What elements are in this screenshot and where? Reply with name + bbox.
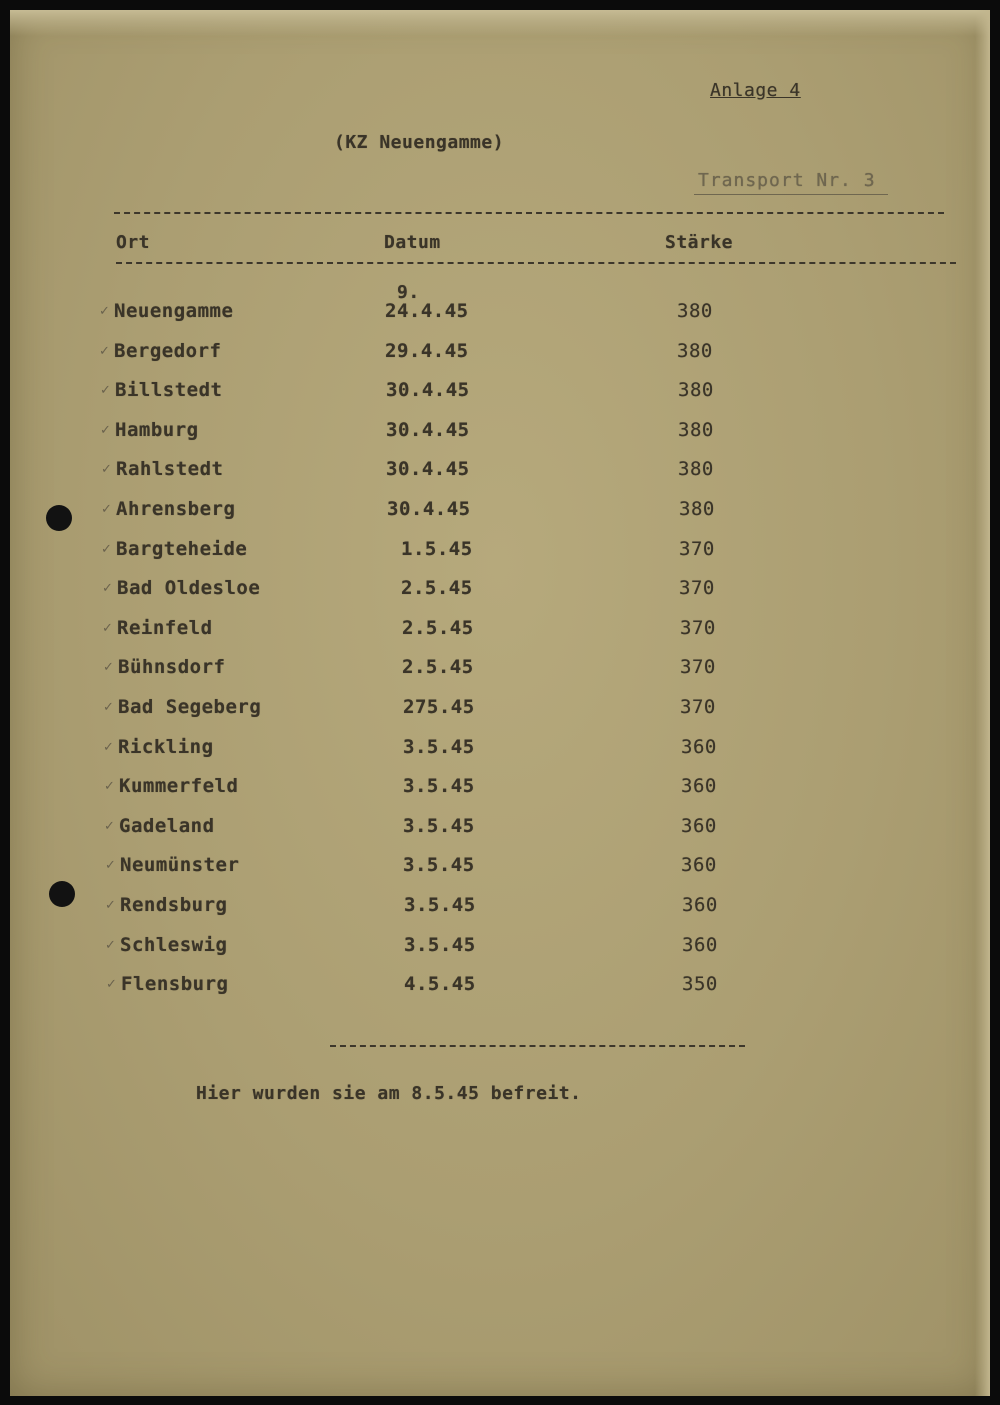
row-date: 3.5.45 — [403, 736, 475, 758]
row-strength: 360 — [682, 894, 718, 916]
row-check-mark: ✓ — [102, 621, 113, 636]
row-date: 29.4.45 — [385, 340, 469, 362]
row-date: 275.45 — [403, 696, 475, 718]
row-check-mark: ✓ — [105, 858, 116, 873]
punch-hole-top — [46, 505, 72, 531]
row-date: 2.5.45 — [402, 656, 474, 678]
row-strength: 370 — [680, 696, 716, 718]
row-place: Gadeland — [119, 815, 215, 837]
row-place: Rendsburg — [120, 894, 228, 916]
row-check-mark: ✓ — [103, 740, 114, 755]
row-date: 30.4.45 — [386, 379, 470, 401]
row-strength: 380 — [677, 340, 713, 362]
row-check-mark: ✓ — [103, 700, 114, 715]
row-strength: 360 — [681, 775, 717, 797]
row-date: 2.5.45 — [401, 577, 473, 599]
column-header-place: Ort — [116, 232, 151, 253]
column-header-date: Datum — [384, 232, 441, 253]
closing-rule — [330, 1045, 745, 1047]
row-check-mark: ✓ — [101, 502, 112, 517]
row-check-mark: ✓ — [105, 938, 116, 953]
row-place: Flensburg — [121, 973, 229, 995]
punch-hole-bottom — [49, 881, 75, 907]
row-strength: 380 — [678, 419, 714, 441]
row-place: Bergedorf — [114, 340, 222, 362]
row-place: Bargteheide — [116, 538, 248, 560]
paper-edge-top — [10, 10, 990, 36]
row-strength: 380 — [677, 300, 713, 322]
column-header-strength: Stärke — [665, 232, 734, 253]
row-strength: 360 — [681, 854, 717, 876]
row-strength: 350 — [682, 973, 718, 995]
row-strength: 360 — [682, 934, 718, 956]
transport-underline — [694, 194, 888, 195]
row-date: 3.5.45 — [403, 854, 475, 876]
document-subtitle: (KZ Neuengamme) — [334, 132, 505, 153]
row-check-mark: ✓ — [104, 819, 115, 834]
row-check-mark: ✓ — [100, 383, 111, 398]
row-check-mark: ✓ — [105, 898, 116, 913]
row-strength: 370 — [680, 656, 716, 678]
row-place: Rahlstedt — [116, 458, 224, 480]
row-date: 2.5.45 — [402, 617, 474, 639]
row-strength: 380 — [679, 498, 715, 520]
row-date: 24.4.45 — [385, 300, 469, 322]
row-place: Bad Oldesloe — [117, 577, 261, 599]
transport-label: Transport Nr. 3 — [698, 170, 876, 191]
row-check-mark: ✓ — [103, 660, 114, 675]
row-strength: 360 — [681, 815, 717, 837]
row-date: 3.5.45 — [403, 815, 475, 837]
row-check-mark: ✓ — [99, 344, 110, 359]
row-place: Kummerfeld — [119, 775, 239, 797]
row-check-mark: ✓ — [106, 977, 117, 992]
date-correction-note: 9. — [397, 282, 420, 303]
table-header-rule — [116, 262, 956, 264]
closing-note: Hier wurden sie am 8.5.45 befreit. — [196, 1083, 582, 1104]
row-place: Hamburg — [115, 419, 199, 441]
row-date: 3.5.45 — [404, 934, 476, 956]
row-date: 4.5.45 — [404, 973, 476, 995]
row-strength: 370 — [679, 577, 715, 599]
row-place: Bad Segeberg — [118, 696, 262, 718]
row-place: Billstedt — [115, 379, 223, 401]
row-date: 30.4.45 — [387, 498, 471, 520]
row-place: Neuengamme — [114, 300, 234, 322]
row-date: 3.5.45 — [403, 775, 475, 797]
row-date: 30.4.45 — [386, 419, 470, 441]
row-strength: 380 — [678, 379, 714, 401]
row-check-mark: ✓ — [100, 423, 111, 438]
annex-label: Anlage 4 — [710, 80, 801, 101]
row-place: Rickling — [118, 736, 214, 758]
row-place: Ahrensberg — [116, 498, 236, 520]
row-strength: 370 — [679, 538, 715, 560]
row-check-mark: ✓ — [101, 542, 112, 557]
paper-edge-right — [975, 10, 990, 1396]
row-strength: 370 — [680, 617, 716, 639]
row-check-mark: ✓ — [101, 462, 112, 477]
row-place: Schleswig — [120, 934, 228, 956]
row-strength: 380 — [678, 458, 714, 480]
row-check-mark: ✓ — [102, 581, 113, 596]
row-date: 1.5.45 — [401, 538, 473, 560]
row-place: Reinfeld — [117, 617, 213, 639]
row-check-mark: ✓ — [99, 304, 110, 319]
table-top-rule — [114, 212, 944, 214]
row-check-mark: ✓ — [104, 779, 115, 794]
row-strength: 360 — [681, 736, 717, 758]
row-date: 30.4.45 — [386, 458, 470, 480]
row-place: Neumünster — [120, 854, 240, 876]
row-place: Bühnsdorf — [118, 656, 226, 678]
row-date: 3.5.45 — [404, 894, 476, 916]
